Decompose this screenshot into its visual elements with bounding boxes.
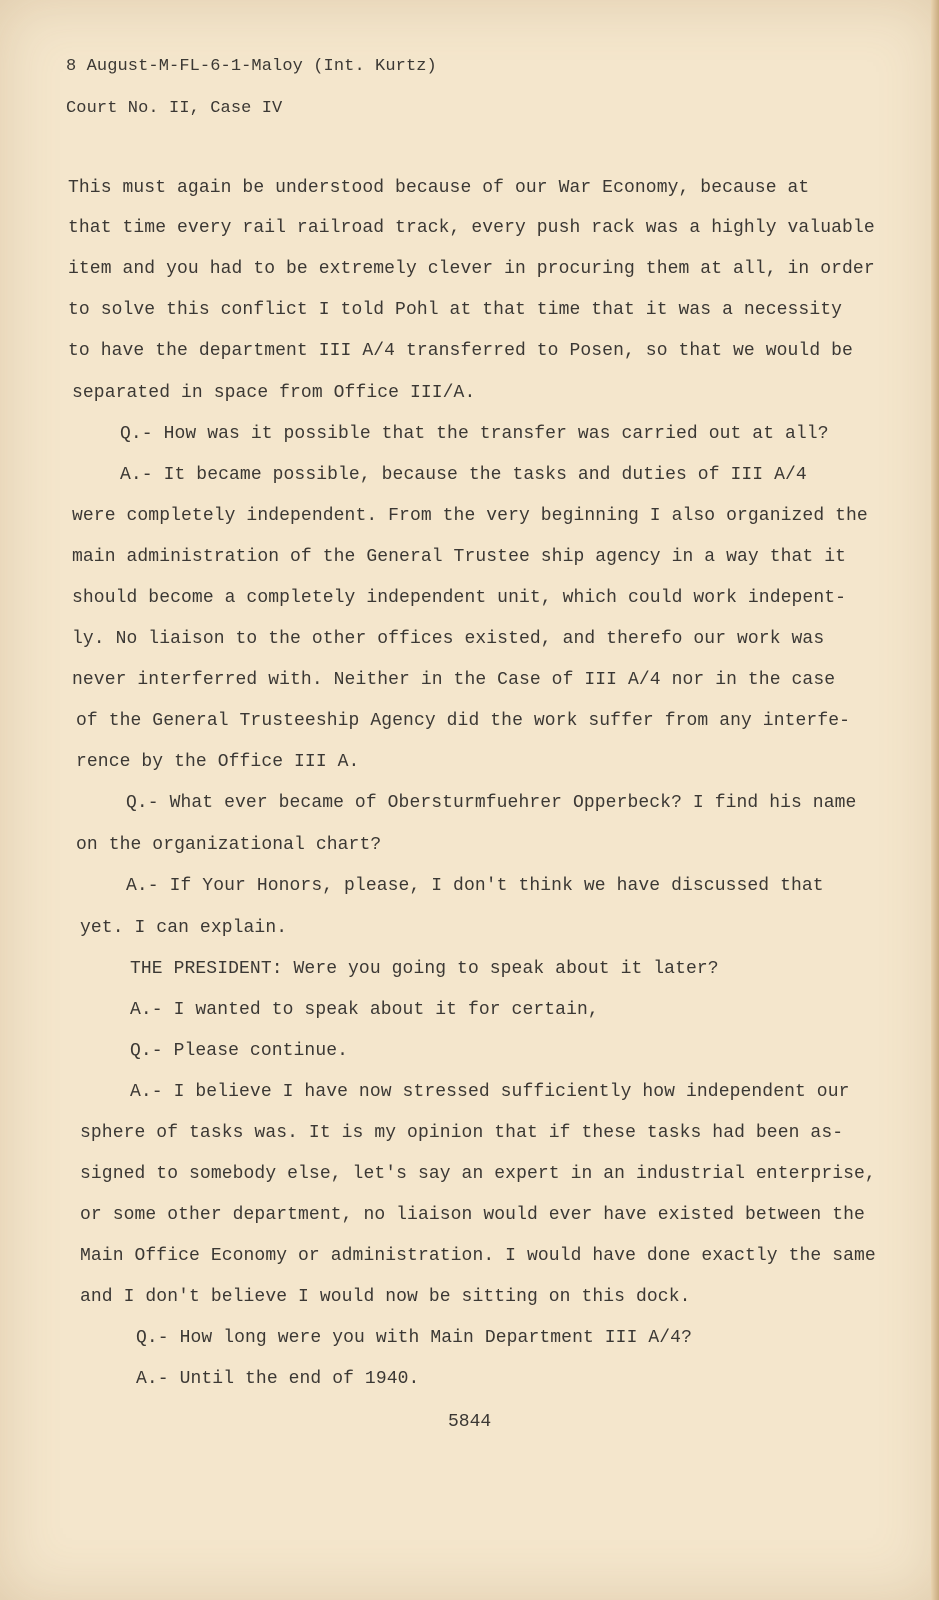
body-line: should become a completely independent unit, which could work indepent-: [72, 588, 847, 608]
body-line: that time every rail railroad track, every push rack was a highly valuable: [68, 218, 875, 238]
body-line: rence by the Office III A.: [76, 752, 360, 772]
body-line: A.- It became possible, because the tasks and duties of III A/4: [120, 465, 807, 485]
body-line: ly. No liaison to the other offices existed, and therefo our work was: [72, 629, 825, 649]
body-line: item and you had to be extremely clever in procuring them at all, in order: [68, 259, 875, 279]
body-line: main administration of the General Trustee ship agency in a way that it: [72, 547, 847, 567]
page-number: 5844: [448, 1412, 492, 1432]
body-line: signed to somebody else, let's say an expert in an industrial enterprise,: [80, 1164, 876, 1184]
body-line: sphere of tasks was. It is my opinion that if these tasks had been as-: [80, 1123, 844, 1143]
body-line: A.- If Your Honors, please, I don't think we have discussed that: [126, 876, 824, 896]
body-line: of the General Trusteeship Agency did the work suffer from any interfe-: [76, 711, 851, 731]
body-line: This must again be understood because of our War Economy, because at: [68, 178, 810, 198]
body-line: THE PRESIDENT: Were you going to speak about it later?: [130, 959, 719, 979]
body-line: and I don't believe I would now be sitting on this dock.: [80, 1287, 691, 1307]
body-line: Q.- What ever became of Obersturmfuehrer Opperbeck? I find his name: [126, 793, 857, 813]
body-line: never interferred with. Neither in the Case of III A/4 nor in the case: [72, 670, 836, 690]
header-line-2: Court No. II, Case IV: [66, 99, 283, 118]
body-line: to solve this conflict I told Pohl at that time that it was a necessity: [68, 300, 843, 320]
body-line: yet. I can explain.: [80, 918, 288, 938]
body-line: A.- Until the end of 1940.: [136, 1369, 420, 1389]
body-line: separated in space from Office III/A.: [72, 383, 476, 403]
body-line: or some other department, no liaison would ever have existed between the: [80, 1205, 865, 1225]
body-line: Q.- How long were you with Main Department III A/4?: [136, 1328, 692, 1348]
body-line: on the organizational chart?: [76, 835, 382, 855]
body-line: Q.- How was it possible that the transfer was carried out at all?: [120, 424, 829, 444]
body-line: Q.- Please continue.: [130, 1041, 349, 1061]
body-line: A.- I wanted to speak about it for certain,: [130, 1000, 599, 1020]
body-line: were completely independent. From the very beginning I also organized the: [72, 506, 868, 526]
header-line-1: 8 August-M-FL-6-1-Maloy (Int. Kurtz): [66, 57, 437, 76]
body-line: Main Office Economy or administration. I would have done exactly the same: [80, 1246, 876, 1266]
body-line: A.- I believe I have now stressed sufficiently how independent our: [130, 1082, 850, 1102]
page-edge: [931, 0, 939, 1600]
body-line: to have the department III A/4 transferred to Posen, so that we would be: [68, 341, 853, 361]
